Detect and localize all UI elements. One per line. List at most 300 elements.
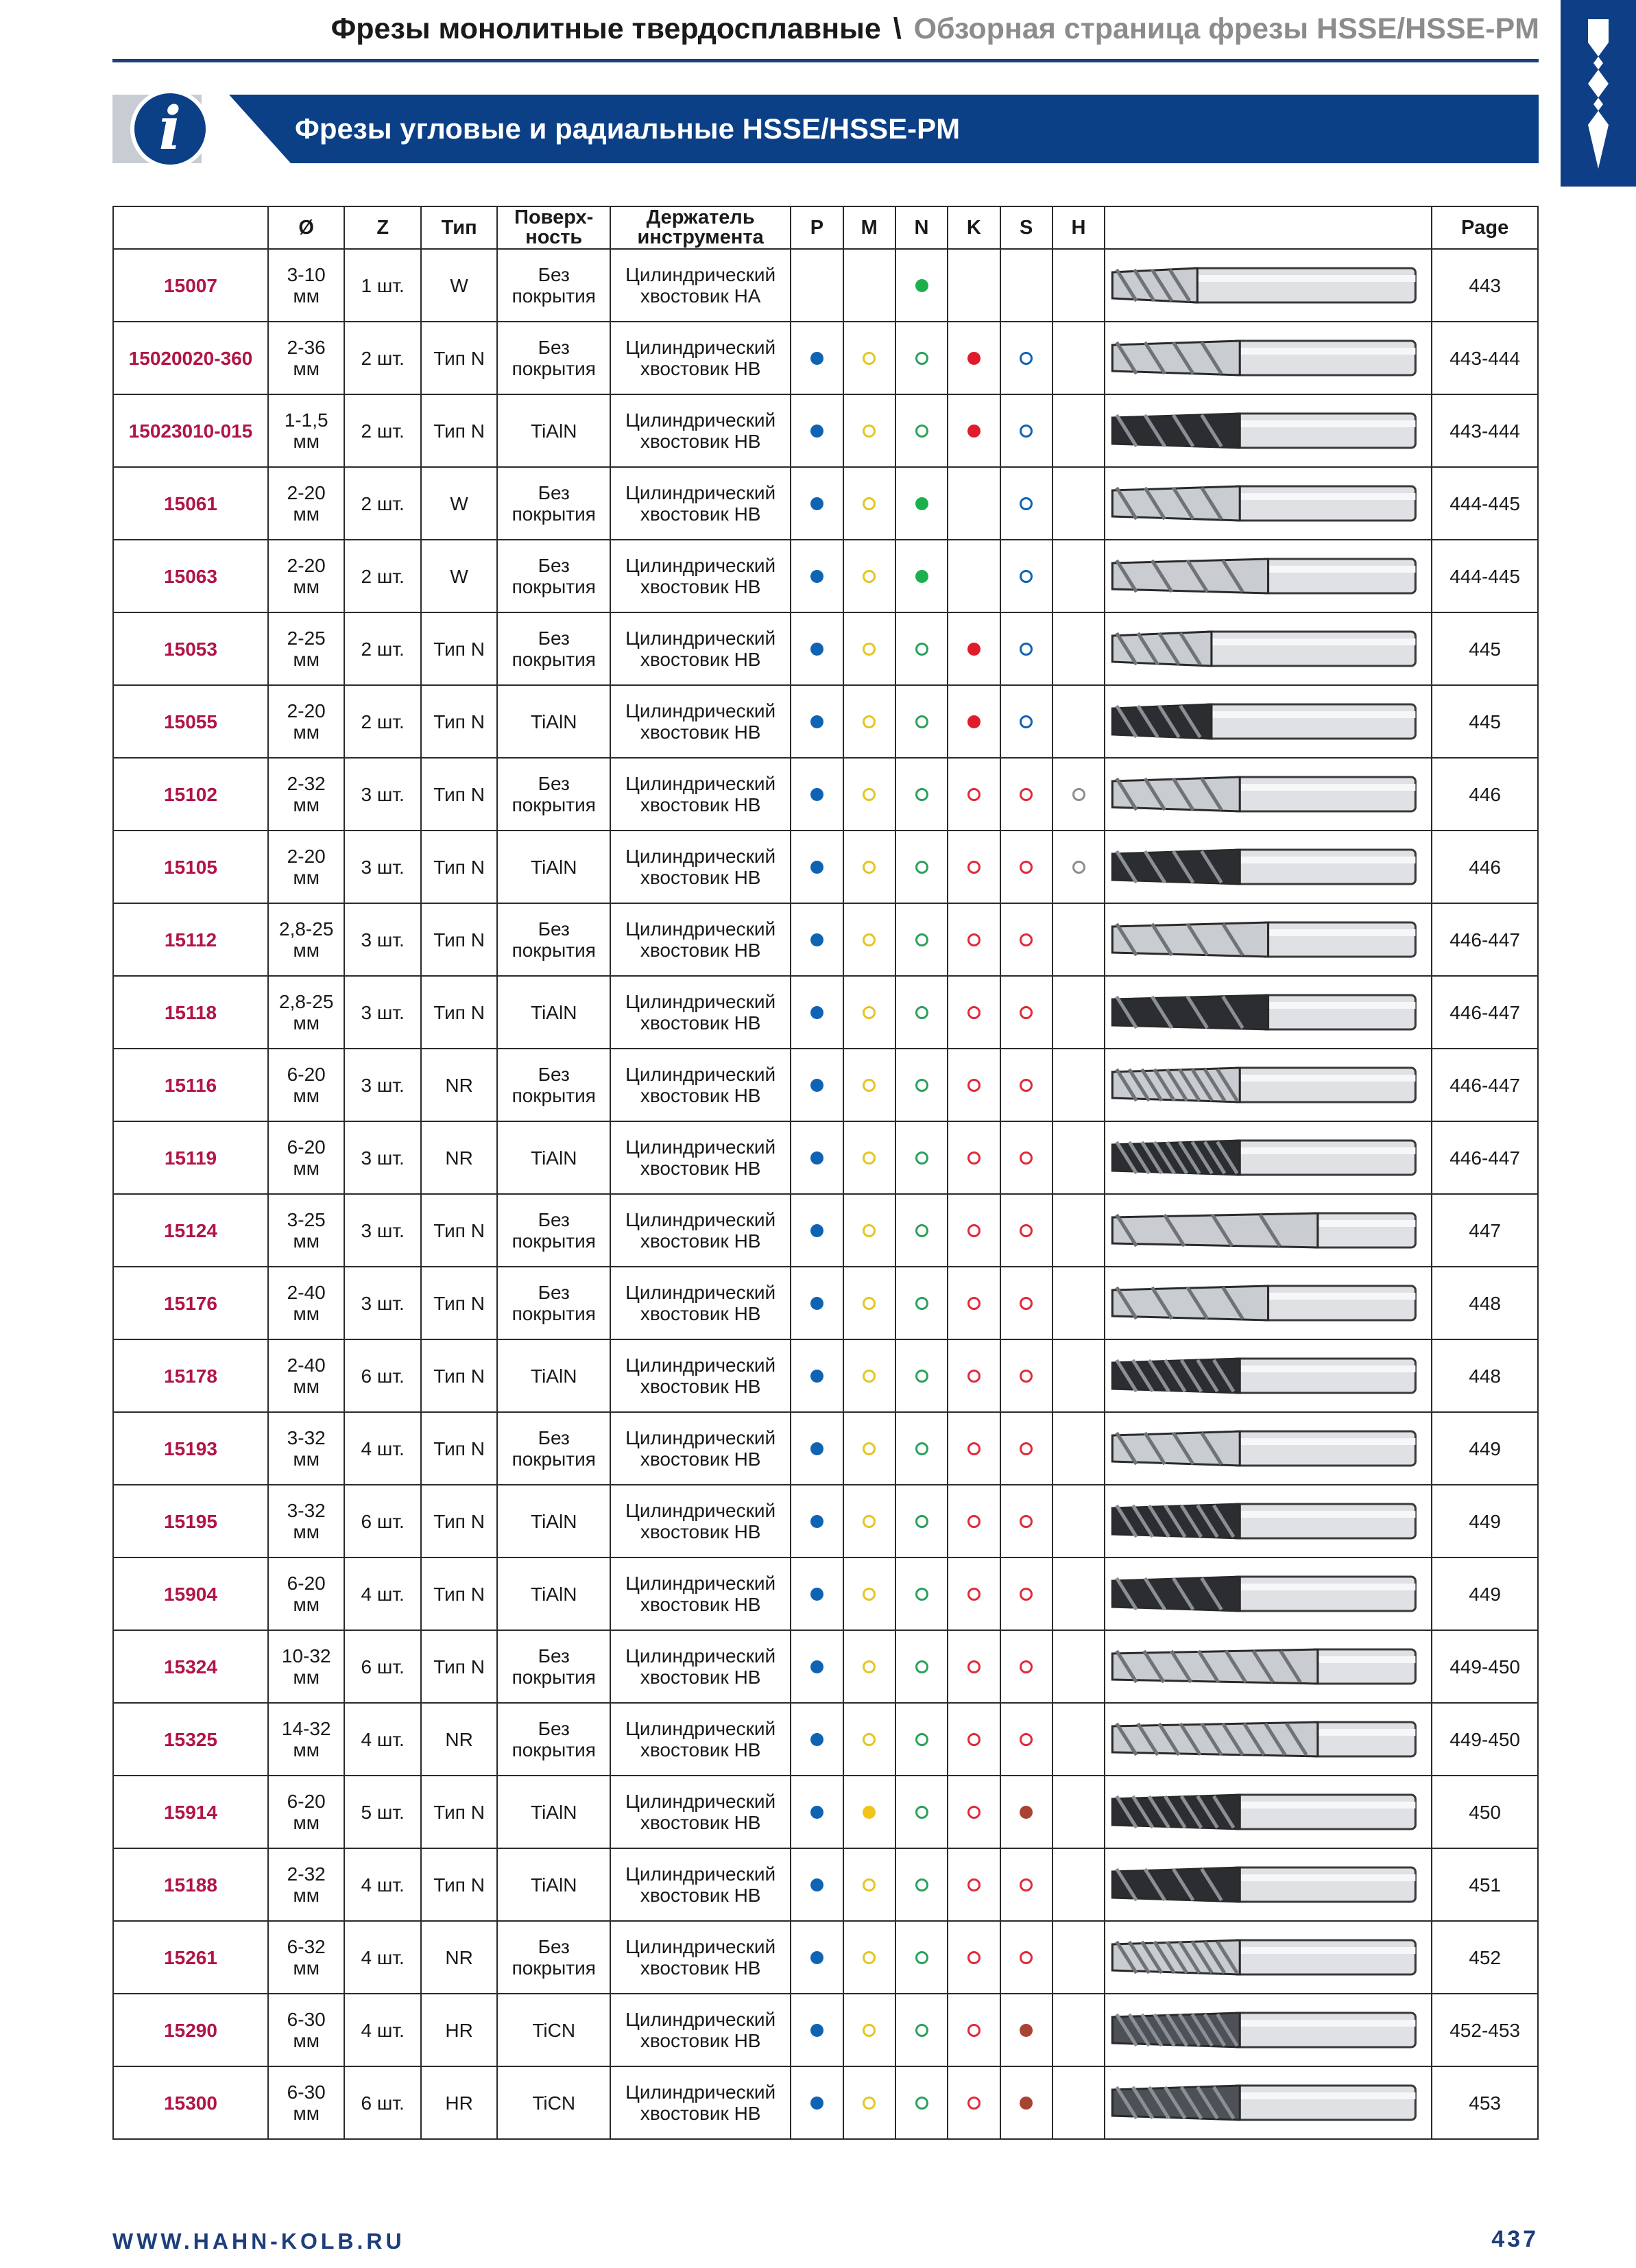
type-cell: Тип N (421, 976, 497, 1049)
section-title: Фрезы угловые и радиальные HSSE/HSSE-PM (295, 112, 961, 145)
material-s-cell (1000, 322, 1052, 394)
holder-cell: Цилиндрический хвостовик НА (610, 249, 791, 322)
holder-cell: Цилиндрический хвостовик НВ (610, 1557, 791, 1630)
page-ref: 444-445 (1432, 540, 1538, 612)
type-cell: Тип N (421, 1630, 497, 1703)
header-image (1105, 206, 1432, 249)
material-k-cell (948, 758, 1000, 831)
material-s-cell (1000, 467, 1052, 540)
tool-image (1105, 2066, 1432, 2139)
type-cell: Тип N (421, 758, 497, 831)
material-n-cell (895, 758, 948, 831)
material-s-cell (1000, 1049, 1052, 1121)
type-cell: Тип N (421, 685, 497, 758)
surface-cell: TiAlN (497, 1557, 610, 1630)
material-k-cell (948, 1194, 1000, 1267)
material-s-cell (1000, 1921, 1052, 1994)
material-dot-s (1020, 1006, 1033, 1019)
material-h-cell (1052, 2066, 1105, 2139)
material-dot-n (915, 425, 928, 438)
page-ref: 453 (1432, 2066, 1538, 2139)
page-ref: 443 (1432, 249, 1538, 322)
material-k-cell (948, 976, 1000, 1049)
holder-cell: Цилиндрический хвостовик НВ (610, 1339, 791, 1412)
type-cell: Тип N (421, 612, 497, 685)
diameter-cell: 2-32 мм (268, 758, 344, 831)
surface-cell: TiAlN (497, 1776, 610, 1848)
diameter-cell: 2-36 мм (268, 322, 344, 394)
type-cell: Тип N (421, 322, 497, 394)
tool-image (1105, 1776, 1432, 1848)
surface-cell: TiAlN (497, 831, 610, 903)
material-m-cell (843, 249, 895, 322)
material-k-cell (948, 1557, 1000, 1630)
type-cell: Тип N (421, 903, 497, 976)
type-cell: NR (421, 1049, 497, 1121)
material-dot-s (1020, 1370, 1033, 1383)
diameter-cell: 1-1,5 мм (268, 394, 344, 467)
diameter-cell: 3-32 мм (268, 1412, 344, 1485)
material-h-cell (1052, 612, 1105, 685)
material-dot-h (1072, 861, 1085, 874)
material-m-cell (843, 1557, 895, 1630)
tool-image (1105, 685, 1432, 758)
header-rule (112, 59, 1539, 62)
article-code: 15261 (113, 1921, 268, 1994)
material-p-cell (791, 612, 843, 685)
surface-cell: Без покрытия (497, 467, 610, 540)
material-s-cell (1000, 540, 1052, 612)
material-p-cell (791, 1339, 843, 1412)
material-dot-p (810, 1951, 823, 1964)
material-dot-n (915, 1079, 928, 1092)
material-k-cell (948, 322, 1000, 394)
material-p-cell (791, 249, 843, 322)
table-row (113, 685, 1538, 758)
table-row (113, 1339, 1538, 1412)
table-row (113, 1994, 1538, 2066)
flutes-cell: 6 шт. (344, 1485, 420, 1557)
surface-cell: Без покрытия (497, 1412, 610, 1485)
table-row (113, 1630, 1538, 1703)
holder-cell: Цилиндрический хвостовик НВ (610, 1776, 791, 1848)
material-dot-m (863, 1370, 876, 1383)
table-row (113, 249, 1538, 322)
material-dot-m (863, 933, 876, 946)
material-dot-k (967, 1588, 981, 1601)
article-code: 15324 (113, 1630, 268, 1703)
material-dot-k (967, 1515, 981, 1528)
material-dot-n (915, 570, 928, 583)
table-row (113, 1848, 1538, 1921)
surface-cell: Без покрытия (497, 1194, 610, 1267)
material-dot-m (863, 861, 876, 874)
diameter-cell: 6-20 мм (268, 1049, 344, 1121)
material-dot-n (915, 1806, 928, 1819)
material-dot-k (967, 1370, 981, 1383)
surface-cell: Без покрытия (497, 1703, 610, 1776)
material-dot-s (1020, 1733, 1033, 1746)
material-dot-s (1020, 2024, 1033, 2037)
material-dot-s (1020, 1951, 1033, 1964)
material-dot-p (810, 1079, 823, 1092)
type-cell: W (421, 540, 497, 612)
material-m-cell (843, 2066, 895, 2139)
holder-cell: Цилиндрический хвостовик НВ (610, 1921, 791, 1994)
material-dot-p (810, 1370, 823, 1383)
material-n-cell (895, 1485, 948, 1557)
page-ref: 446 (1432, 831, 1538, 903)
diameter-cell: 2-20 мм (268, 685, 344, 758)
material-dot-n (915, 643, 928, 656)
material-n-cell (895, 1630, 948, 1703)
diameter-cell: 2-25 мм (268, 612, 344, 685)
material-p-cell (791, 1485, 843, 1557)
material-dot-k (967, 352, 981, 365)
material-dot-n (915, 497, 928, 510)
flutes-cell: 3 шт. (344, 903, 420, 976)
material-dot-s (1020, 570, 1033, 583)
material-dot-k (967, 2024, 981, 2037)
material-m-cell (843, 612, 895, 685)
tool-image (1105, 1049, 1432, 1121)
article-code: 15116 (113, 1049, 268, 1121)
header-p: P (791, 206, 843, 249)
flutes-cell: 3 шт. (344, 976, 420, 1049)
material-dot-n (915, 1442, 928, 1455)
material-dot-m (863, 1660, 876, 1673)
material-k-cell (948, 685, 1000, 758)
material-dot-p (810, 1006, 823, 1019)
material-s-cell (1000, 1121, 1052, 1194)
material-s-cell (1000, 1485, 1052, 1557)
page-ref: 449 (1432, 1557, 1538, 1630)
flutes-cell: 4 шт. (344, 1557, 420, 1630)
page-ref: 452-453 (1432, 1994, 1538, 2066)
tool-image (1105, 394, 1432, 467)
tool-image (1105, 1194, 1432, 1267)
material-dot-m (863, 1878, 876, 1891)
material-h-cell (1052, 685, 1105, 758)
header-diameter: Ø (268, 206, 344, 249)
material-dot-k (967, 1442, 981, 1455)
website-link[interactable]: WWW.HAHN-KOLB.RU (112, 2229, 405, 2254)
material-dot-p (810, 1442, 823, 1455)
material-h-cell (1052, 249, 1105, 322)
material-k-cell (948, 1776, 1000, 1848)
material-n-cell (895, 249, 948, 322)
material-p-cell (791, 1776, 843, 1848)
diameter-cell: 6-20 мм (268, 1557, 344, 1630)
material-h-cell (1052, 1848, 1105, 1921)
holder-cell: Цилиндрический хвостовик НВ (610, 1412, 791, 1485)
material-dot-p (810, 933, 823, 946)
tool-image (1105, 758, 1432, 831)
material-k-cell (948, 540, 1000, 612)
material-dot-s (1020, 1878, 1033, 1891)
material-m-cell (843, 1194, 895, 1267)
material-dot-s (1020, 861, 1033, 874)
page-ref: 451 (1432, 1848, 1538, 1921)
surface-cell: Без покрытия (497, 322, 610, 394)
surface-cell: Без покрытия (497, 1921, 610, 1994)
type-cell: NR (421, 1703, 497, 1776)
table-row (113, 394, 1538, 467)
diameter-cell: 6-32 мм (268, 1921, 344, 1994)
material-s-cell (1000, 903, 1052, 976)
material-k-cell (948, 467, 1000, 540)
tool-image (1105, 540, 1432, 612)
material-dot-p (810, 497, 823, 510)
material-s-cell (1000, 1267, 1052, 1339)
material-h-cell (1052, 1994, 1105, 2066)
material-s-cell (1000, 1848, 1052, 1921)
article-code: 15023010-015 (113, 394, 268, 467)
holder-cell: Цилиндрический хвостовик НВ (610, 394, 791, 467)
material-p-cell (791, 1921, 843, 1994)
material-dot-p (810, 352, 823, 365)
article-code: 15290 (113, 1994, 268, 2066)
material-dot-p (810, 1878, 823, 1891)
article-code: 15061 (113, 467, 268, 540)
material-m-cell (843, 467, 895, 540)
material-dot-k (967, 1297, 981, 1310)
header-subtitle: Обзорная страница фрезы HSSE/HSSE-PM (913, 12, 1539, 45)
material-k-cell (948, 394, 1000, 467)
material-k-cell (948, 1703, 1000, 1776)
material-p-cell (791, 467, 843, 540)
diameter-cell: 3-32 мм (268, 1485, 344, 1557)
holder-cell: Цилиндрический хвостовик НВ (610, 1848, 791, 1921)
table-row (113, 758, 1538, 831)
surface-cell: TiAlN (497, 1339, 610, 1412)
material-m-cell (843, 976, 895, 1049)
material-p-cell (791, 2066, 843, 2139)
material-k-cell (948, 831, 1000, 903)
type-cell: HR (421, 2066, 497, 2139)
material-dot-n (915, 715, 928, 728)
article-code: 15105 (113, 831, 268, 903)
material-m-cell (843, 1994, 895, 2066)
type-cell: Тип N (421, 1412, 497, 1485)
material-dot-p (810, 1297, 823, 1310)
page-number: 437 (1491, 2226, 1539, 2252)
material-h-cell (1052, 1703, 1105, 1776)
material-n-cell (895, 322, 948, 394)
holder-cell: Цилиндрический хвостовик НВ (610, 1703, 791, 1776)
article-code: 15063 (113, 540, 268, 612)
article-code: 15325 (113, 1703, 268, 1776)
diameter-cell: 2-40 мм (268, 1267, 344, 1339)
material-k-cell (948, 1485, 1000, 1557)
surface-cell: TiAlN (497, 976, 610, 1049)
surface-cell: Без покрытия (497, 612, 610, 685)
material-dot-p (810, 1224, 823, 1237)
table-row (113, 1703, 1538, 1776)
material-m-cell (843, 1703, 895, 1776)
holder-cell: Цилиндрический хвостовик НВ (610, 1485, 791, 1557)
material-h-cell (1052, 1339, 1105, 1412)
material-s-cell (1000, 831, 1052, 903)
material-s-cell (1000, 758, 1052, 831)
material-n-cell (895, 1121, 948, 1194)
material-m-cell (843, 1485, 895, 1557)
material-dot-m (863, 1006, 876, 1019)
page-ref: 446 (1432, 758, 1538, 831)
material-s-cell (1000, 1994, 1052, 2066)
material-s-cell (1000, 976, 1052, 1049)
material-h-cell (1052, 1630, 1105, 1703)
material-dot-m (863, 1515, 876, 1528)
table-row (113, 976, 1538, 1049)
material-dot-m (863, 1079, 876, 1092)
material-n-cell (895, 1194, 948, 1267)
material-p-cell (791, 1630, 843, 1703)
material-h-cell (1052, 976, 1105, 1049)
material-dot-s (1020, 1151, 1033, 1165)
material-dot-s (1020, 1660, 1033, 1673)
material-dot-s (1020, 1588, 1033, 1601)
holder-cell: Цилиндрический хвостовик НВ (610, 685, 791, 758)
material-dot-k (967, 1151, 981, 1165)
material-dot-s (1020, 1515, 1033, 1528)
material-dot-m (863, 788, 876, 801)
surface-cell: Без покрытия (497, 1267, 610, 1339)
material-dot-n (915, 1370, 928, 1383)
material-n-cell (895, 394, 948, 467)
table-row (113, 1267, 1538, 1339)
material-k-cell (948, 1412, 1000, 1485)
table-row (113, 831, 1538, 903)
holder-cell: Цилиндрический хвостовик НВ (610, 903, 791, 976)
material-p-cell (791, 685, 843, 758)
article-code: 15914 (113, 1776, 268, 1848)
material-dot-n (915, 1515, 928, 1528)
material-dot-p (810, 1151, 823, 1165)
material-dot-s (1020, 497, 1033, 510)
surface-cell: Без покрытия (497, 1049, 610, 1121)
header-main-title: Фрезы монолитные твердосплавные (330, 12, 881, 45)
surface-cell: Без покрытия (497, 1630, 610, 1703)
tool-image (1105, 612, 1432, 685)
material-p-cell (791, 758, 843, 831)
page-ref: 445 (1432, 612, 1538, 685)
section-tab (1561, 0, 1636, 187)
material-k-cell (948, 1267, 1000, 1339)
material-dot-n (915, 1224, 928, 1237)
surface-cell: TiAlN (497, 1121, 610, 1194)
page-ref: 446-447 (1432, 903, 1538, 976)
page-ref: 445 (1432, 685, 1538, 758)
material-dot-n (915, 1733, 928, 1746)
flutes-cell: 3 шт. (344, 1121, 420, 1194)
material-dot-m (863, 1806, 876, 1819)
material-dot-k (967, 1951, 981, 1964)
material-k-cell (948, 1848, 1000, 1921)
diameter-cell: 6-30 мм (268, 2066, 344, 2139)
article-code: 15300 (113, 2066, 268, 2139)
diameter-cell: 3-10 мм (268, 249, 344, 322)
material-dot-k (967, 788, 981, 801)
material-s-cell (1000, 1339, 1052, 1412)
surface-cell: TiCN (497, 1994, 610, 2066)
article-code: 15193 (113, 1412, 268, 1485)
material-dot-p (810, 2097, 823, 2110)
article-code: 15195 (113, 1485, 268, 1557)
material-h-cell (1052, 1921, 1105, 1994)
holder-cell: Цилиндрический хвостовик НВ (610, 467, 791, 540)
material-s-cell (1000, 1703, 1052, 1776)
page-ref: 452 (1432, 1921, 1538, 1994)
type-cell: Тип N (421, 1776, 497, 1848)
material-dot-m (863, 1733, 876, 1746)
material-s-cell (1000, 1194, 1052, 1267)
material-dot-p (810, 425, 823, 438)
flutes-cell: 4 шт. (344, 1848, 420, 1921)
material-h-cell (1052, 540, 1105, 612)
material-p-cell (791, 1412, 843, 1485)
material-m-cell (843, 903, 895, 976)
material-h-cell (1052, 1557, 1105, 1630)
drill-icon (1573, 15, 1624, 173)
flutes-cell: 6 шт. (344, 2066, 420, 2139)
tool-image (1105, 903, 1432, 976)
material-h-cell (1052, 1412, 1105, 1485)
material-h-cell (1052, 903, 1105, 976)
holder-cell: Цилиндрический хвостовик НВ (610, 1267, 791, 1339)
material-m-cell (843, 1049, 895, 1121)
material-dot-n (915, 1297, 928, 1310)
material-dot-s (1020, 425, 1033, 438)
header-holder: Держатель инструмента (610, 206, 791, 249)
material-n-cell (895, 612, 948, 685)
holder-cell: Цилиндрический хвостовик НВ (610, 322, 791, 394)
header-type: Тип (421, 206, 497, 249)
table-row (113, 612, 1538, 685)
table-row (113, 1485, 1538, 1557)
material-dot-m (863, 2097, 876, 2110)
flutes-cell: 3 шт. (344, 1049, 420, 1121)
header-m: M (843, 206, 895, 249)
material-k-cell (948, 1630, 1000, 1703)
material-p-cell (791, 903, 843, 976)
page-ref: 443-444 (1432, 394, 1538, 467)
material-dot-p (810, 643, 823, 656)
material-m-cell (843, 1339, 895, 1412)
material-dot-m (863, 1588, 876, 1601)
article-code: 15053 (113, 612, 268, 685)
material-n-cell (895, 831, 948, 903)
article-code: 15176 (113, 1267, 268, 1339)
flutes-cell: 2 шт. (344, 685, 420, 758)
material-dot-s (1020, 1224, 1033, 1237)
flutes-cell: 2 шт. (344, 322, 420, 394)
diameter-cell: 6-30 мм (268, 1994, 344, 2066)
material-dot-m (863, 643, 876, 656)
material-s-cell (1000, 612, 1052, 685)
material-dot-p (810, 861, 823, 874)
surface-cell: TiAlN (497, 1848, 610, 1921)
material-s-cell (1000, 1557, 1052, 1630)
material-dot-p (810, 788, 823, 801)
type-cell: HR (421, 1994, 497, 2066)
article-code: 15007 (113, 249, 268, 322)
material-dot-m (863, 1951, 876, 1964)
flutes-cell: 2 шт. (344, 394, 420, 467)
table-row (113, 322, 1538, 394)
material-dot-s (1020, 788, 1033, 801)
material-dot-p (810, 1515, 823, 1528)
